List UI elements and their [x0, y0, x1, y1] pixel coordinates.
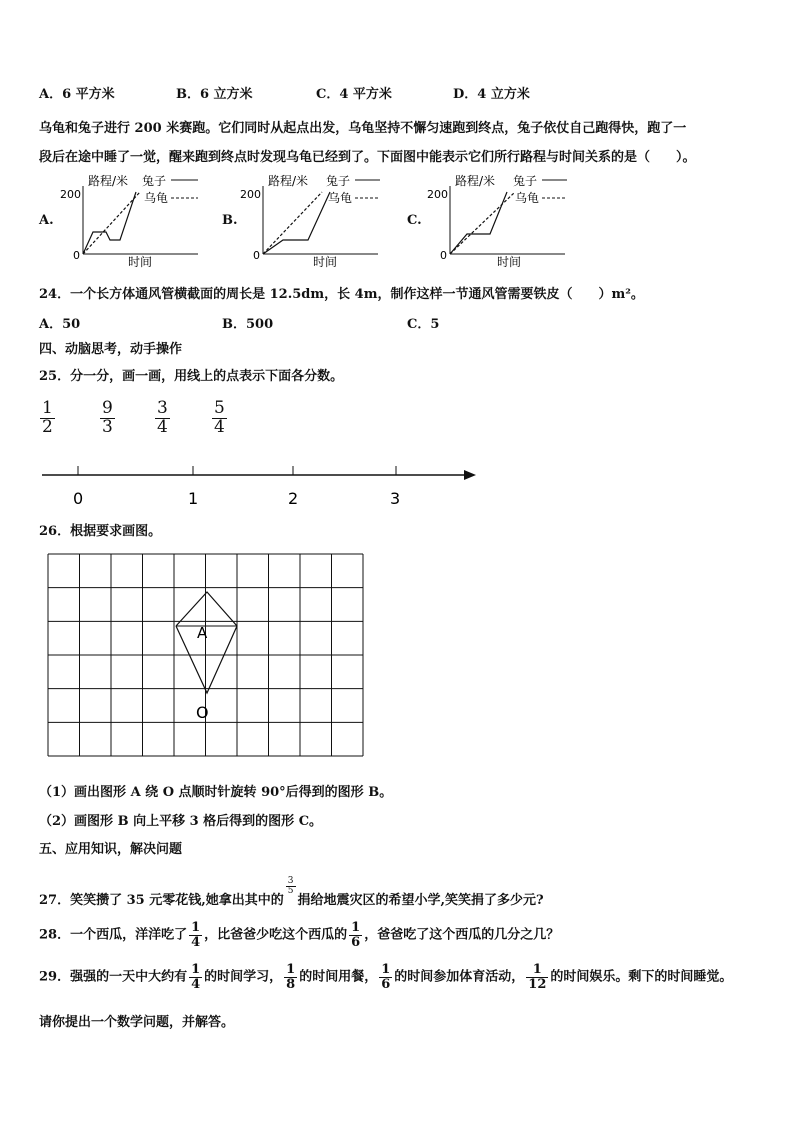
origin-label: 0 — [73, 249, 80, 262]
denominator: 5 — [287, 886, 294, 896]
q28-part3: ，爸爸吃了这个西瓜的几分之几？ — [364, 927, 560, 943]
denominator: 8 — [286, 976, 296, 992]
q23-graph-b — [238, 170, 388, 270]
q27-fraction — [286, 877, 296, 897]
section4-heading: 四、动脑思考，动手操作 — [39, 342, 183, 357]
q24-option-a: A．50 — [39, 317, 81, 332]
denominator: 3 — [102, 416, 113, 437]
tick-label-3: 3 — [390, 489, 401, 508]
q29-part2: 的时间学习， — [204, 969, 283, 985]
q24-option-b: B．500 — [222, 317, 274, 332]
q28-fraction-1 — [189, 921, 202, 949]
ymax-label: 200 — [240, 188, 261, 201]
legend-turtle: 乌龟 — [328, 191, 353, 205]
q29-part3: 的时间用餐， — [299, 969, 378, 985]
tick-label-0: 0 — [73, 489, 84, 508]
q22-option-c: C．4 平方米 — [316, 87, 392, 102]
q25-fraction-4 — [210, 400, 229, 437]
q26-sub1: （1）画出图形 A 绕 O 点顺时针旋转 90°后得到的图形 B。 — [39, 785, 393, 800]
numerator: 1 — [191, 920, 201, 935]
q29-fraction-4 — [526, 963, 548, 991]
q27-before: 27．笑笑攒了 35 元零花钱,她拿出其中的 — [39, 893, 284, 908]
q22-option-d: D．4 立方米 — [453, 87, 530, 102]
q23-option-a-label: A. — [39, 213, 54, 228]
denominator: 4 — [157, 416, 168, 437]
rabbit-line — [263, 192, 330, 254]
q28-fraction-2 — [349, 921, 362, 949]
numerator: 1 — [381, 962, 391, 977]
turtle-line — [83, 192, 140, 254]
q25-number-line — [40, 462, 480, 512]
q25-fraction-2 — [98, 400, 117, 437]
section5-heading: 五、应用知识，解决问题 — [39, 842, 183, 857]
q27-text — [39, 875, 544, 910]
q24-option-c: C．5 — [407, 317, 440, 332]
rabbit-line — [450, 192, 507, 254]
q29-part4: 的时间参加体育活动， — [394, 969, 525, 985]
legend-turtle: 乌龟 — [515, 191, 540, 205]
q23-text-line2: 段后在途中睡了一觉，醒来跑到终点时发现乌龟已经到了。下面图中能表示它们所行路程与时间关系的是（ ）。 — [39, 150, 696, 165]
numerator: 1 — [42, 398, 53, 418]
numerator: 1 — [286, 962, 296, 977]
q24-text: 24．一个长方体通风管横截面的周长是 12.5dm，长 4m，制作这样一节通风管需要铁皮（ ）m²。 — [39, 287, 644, 302]
origin-label: 0 — [253, 249, 260, 262]
denominator: 6 — [381, 976, 391, 992]
numerator: 5 — [214, 398, 225, 418]
ylabel: 路程/米 — [455, 174, 496, 188]
q29-part5: 的时间娱乐。剩下的时间睡觉。 — [550, 969, 733, 985]
q25-text: 25．分一分，画一画，用线上的点表示下面各分数。 — [39, 369, 344, 384]
q22-option-a: A．6 平方米 — [39, 87, 115, 102]
q29-fraction-1 — [189, 963, 202, 991]
denominator: 4 — [191, 934, 201, 950]
q28-part1: 28．一个西瓜，洋洋吃了 — [39, 927, 188, 943]
numerator: 3 — [157, 398, 168, 418]
numerator: 9 — [102, 398, 113, 418]
ymax-label: 200 — [427, 188, 448, 201]
q29-text-line1 — [39, 963, 732, 991]
xlabel: 时间 — [497, 255, 522, 269]
grid-lines — [48, 554, 363, 756]
legend-turtle: 乌龟 — [144, 191, 169, 205]
legend-rabbit: 兔子 — [142, 174, 167, 188]
denominator: 12 — [528, 976, 547, 992]
xlabel: 时间 — [313, 255, 338, 269]
denominator: 4 — [191, 976, 201, 992]
numerator: 1 — [351, 920, 361, 935]
ylabel: 路程/米 — [268, 174, 309, 188]
q29-part1: 29．强强的一天中大约有 — [39, 969, 188, 985]
q23-option-c-label: C. — [407, 213, 422, 228]
q29-fraction-3 — [379, 963, 392, 991]
q23-graph-c — [425, 170, 575, 270]
label-o: O — [196, 703, 209, 722]
q28-text — [39, 921, 559, 949]
ymax-label: 200 — [60, 188, 81, 201]
q27-after: 捐给地震灾区的希望小学,笑笑捐了多少元? — [297, 893, 544, 908]
q25-fraction-1 — [38, 400, 57, 437]
q23-option-b-label: B. — [222, 213, 238, 228]
numerator: 1 — [526, 963, 548, 978]
origin-label: 0 — [440, 249, 447, 262]
q26-sub2: （2）画图形 B 向上平移 3 格后得到的图形 C。 — [39, 814, 323, 829]
q26-text: 26．根据要求画图。 — [39, 524, 162, 539]
q22-option-b: B．6 立方米 — [176, 87, 253, 102]
q23-graph-a — [58, 170, 208, 270]
denominator: 6 — [351, 934, 361, 950]
q26-grid — [44, 550, 374, 762]
turtle-line — [450, 192, 515, 254]
figure-a-kite — [176, 592, 237, 693]
q29-text-line2: 请你提出一个数学问题，并解答。 — [39, 1015, 235, 1030]
denominator: 4 — [214, 416, 225, 437]
tick-label-2: 2 — [288, 489, 299, 508]
q23-text-line1: 乌龟和兔子进行 200 米赛跑。它们同时从起点出发，乌龟坚持不懈匀速跑到终点，兔子依仗自己跑得快，跑了一 — [39, 121, 687, 136]
legend-rabbit: 兔子 — [326, 174, 351, 188]
numerator: 1 — [191, 962, 201, 977]
label-a: A — [197, 624, 208, 642]
xlabel: 时间 — [128, 255, 153, 269]
legend-rabbit: 兔子 — [513, 174, 538, 188]
q25-fraction-3 — [153, 400, 172, 437]
denominator: 2 — [42, 416, 53, 437]
numerator: 3 — [287, 875, 294, 886]
q28-part2: ，比爸爸少吃这个西瓜的 — [204, 927, 348, 943]
number-line-arrow — [464, 470, 476, 480]
q29-fraction-2 — [284, 963, 297, 991]
ylabel: 路程/米 — [88, 174, 129, 188]
turtle-line — [263, 192, 322, 254]
tick-label-1: 1 — [188, 489, 199, 508]
